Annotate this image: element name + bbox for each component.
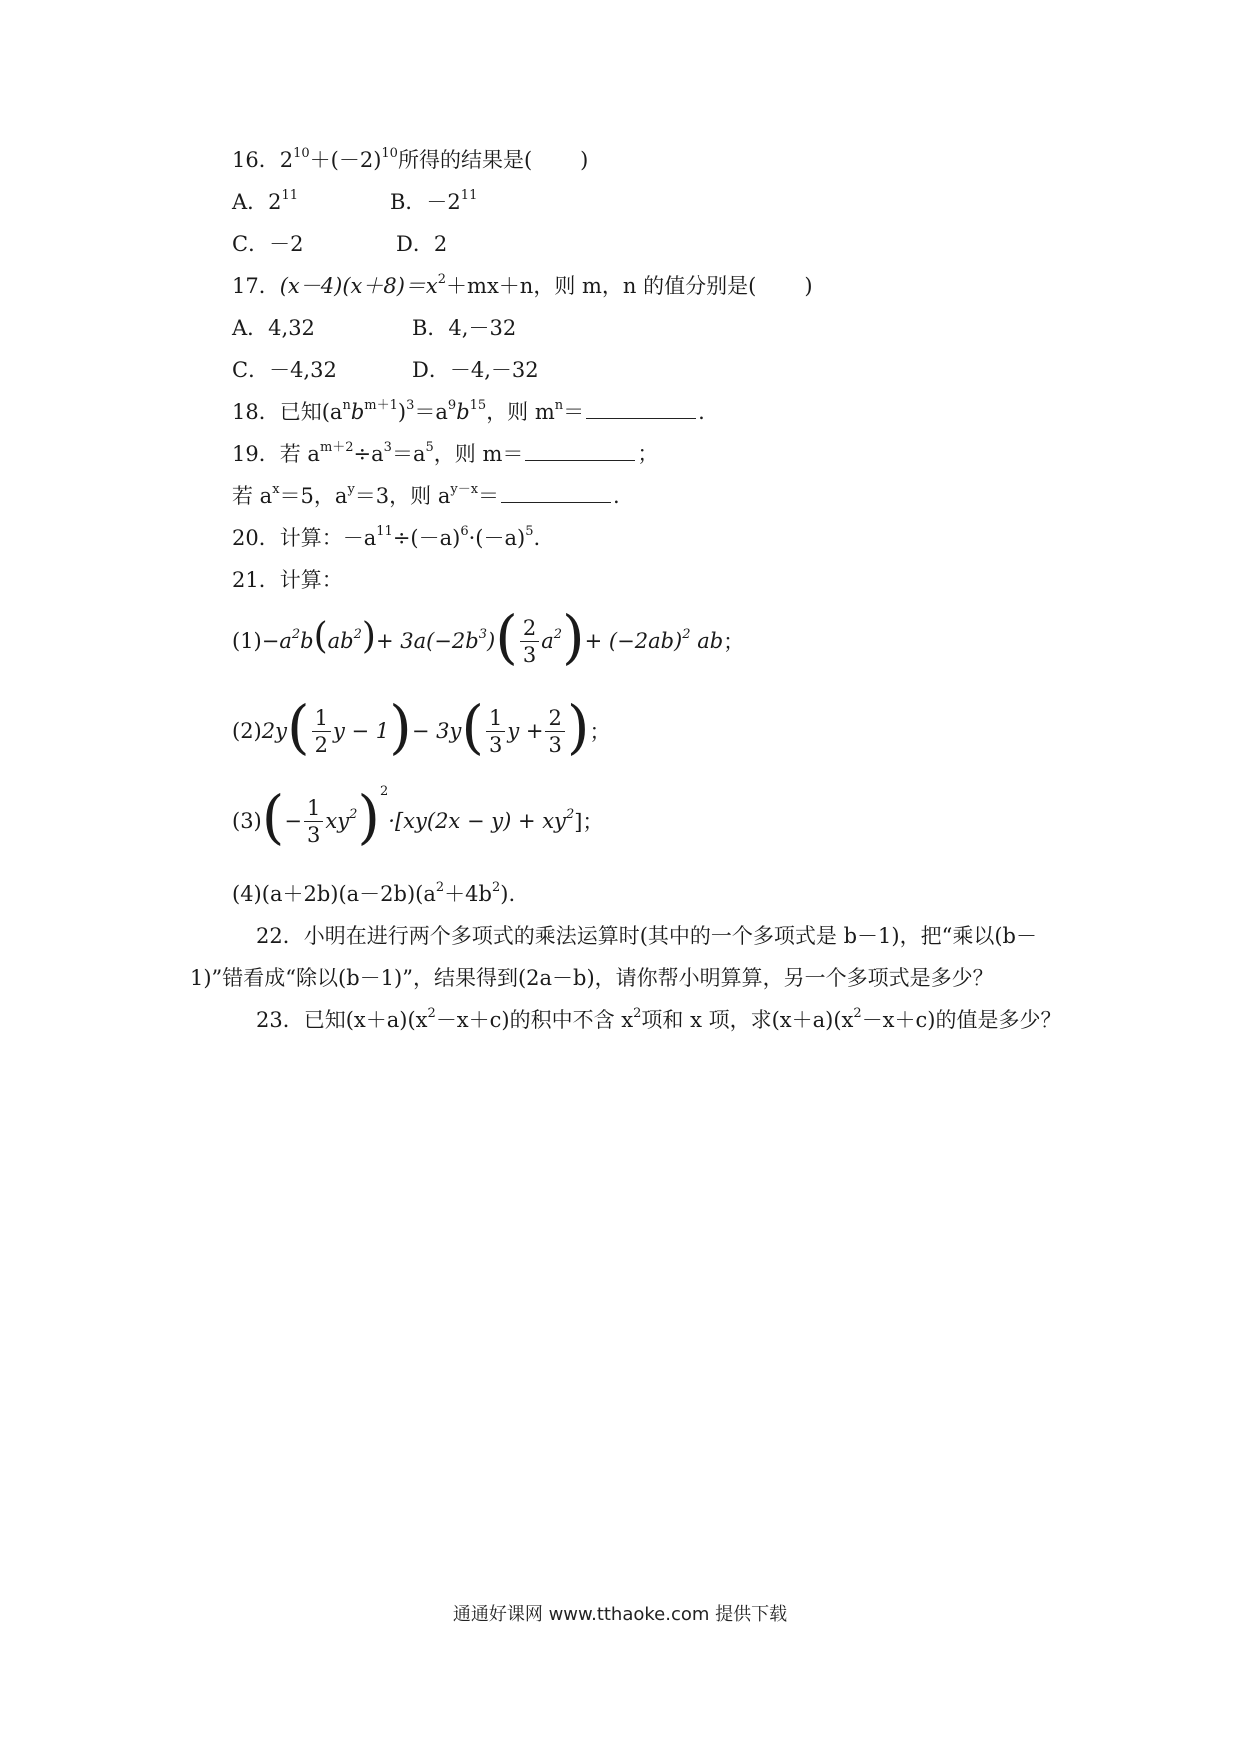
q16-option-a: A．$2^{11}$ — [232, 188, 299, 214]
q18: 18．已知$(a^nb^{m+1})^3=a^9b^{15}$，则 $m^n=$ . — [232, 398, 705, 424]
q22-line-2: 1)”错看成“除以(b－1)”，结果得到(2a－b)，请你帮小明算算，另一个多项式是多少？ — [190, 966, 994, 990]
q20: 20．计算：$-a^{11}\div(-a)^6\cdot(-a)^5$. — [232, 524, 541, 550]
q16-option-b: B．$-2^{11}$ — [390, 188, 478, 214]
q18-answer-blank[interactable] — [586, 398, 696, 419]
q19-answer-blank-1[interactable] — [525, 440, 635, 461]
q17-option-d: D．－4,－32 — [412, 358, 539, 382]
q19-answer-blank-2[interactable] — [501, 482, 611, 503]
q16-option-d: D．2 — [396, 232, 448, 256]
q21-part-4: $(4)(a+2b)(a-2b)(a^2+4b^2)$. — [232, 880, 516, 906]
q17-option-c: C．－4,32 — [232, 358, 337, 382]
q21-part-1: $(1)-a^2b(ab^2)+ 3a(-2b^3)$( $\frac{2}{3}$ $a^2)+ (-2ab)^2$ ab； — [232, 603, 745, 671]
q16-option-c: C．－2 — [232, 232, 304, 256]
footer-source: 通通好课网 www.tthaoke.com 提供下载 — [452, 1604, 788, 1625]
q17-option-a: A．4,32 — [232, 316, 315, 340]
q16-stem: 16．$2^{10}+(-2)^{10}$所得的结果是( ) — [232, 146, 589, 172]
q23: 23．已知$(x+a)(x^2-x+c)$的积中不含 $x^2$项和 x 项，求$(x+a)(x^2-x+c)$的值是多少？ — [256, 1006, 1062, 1032]
q21-part-2: (2)2y( $\frac{1}{2}$ y − 1)− 3y( $\frac{1}{3}$ y + $\frac{2}{3}$ )； — [232, 693, 611, 761]
q21-title: 21．计算： — [232, 568, 343, 592]
q17-stem: 17．$(x-4)(x+8)=x^2+mx+n$，则 m，n 的值分别是( ) — [232, 272, 813, 298]
q19-line-2: 若 $a^x=5$，$a^y=3$，则 $a^{y-x}=$ . — [232, 482, 620, 508]
q19-line-1: 19．若 $a^{m+2}\div a^3=a^5$，则 m＝ ； — [232, 440, 659, 466]
q17-option-b: B．4,－32 — [412, 316, 517, 340]
q21-part-3: (3)(− $\frac{1}{3}$ $xy^2)^2\cdot[xy(2x - y) + xy^2]$； — [232, 783, 604, 851]
q22-line-1: 22．小明在进行两个多项式的乘法运算时(其中的一个多项式是 b－1)，把“乘以(b－ — [256, 924, 1037, 948]
